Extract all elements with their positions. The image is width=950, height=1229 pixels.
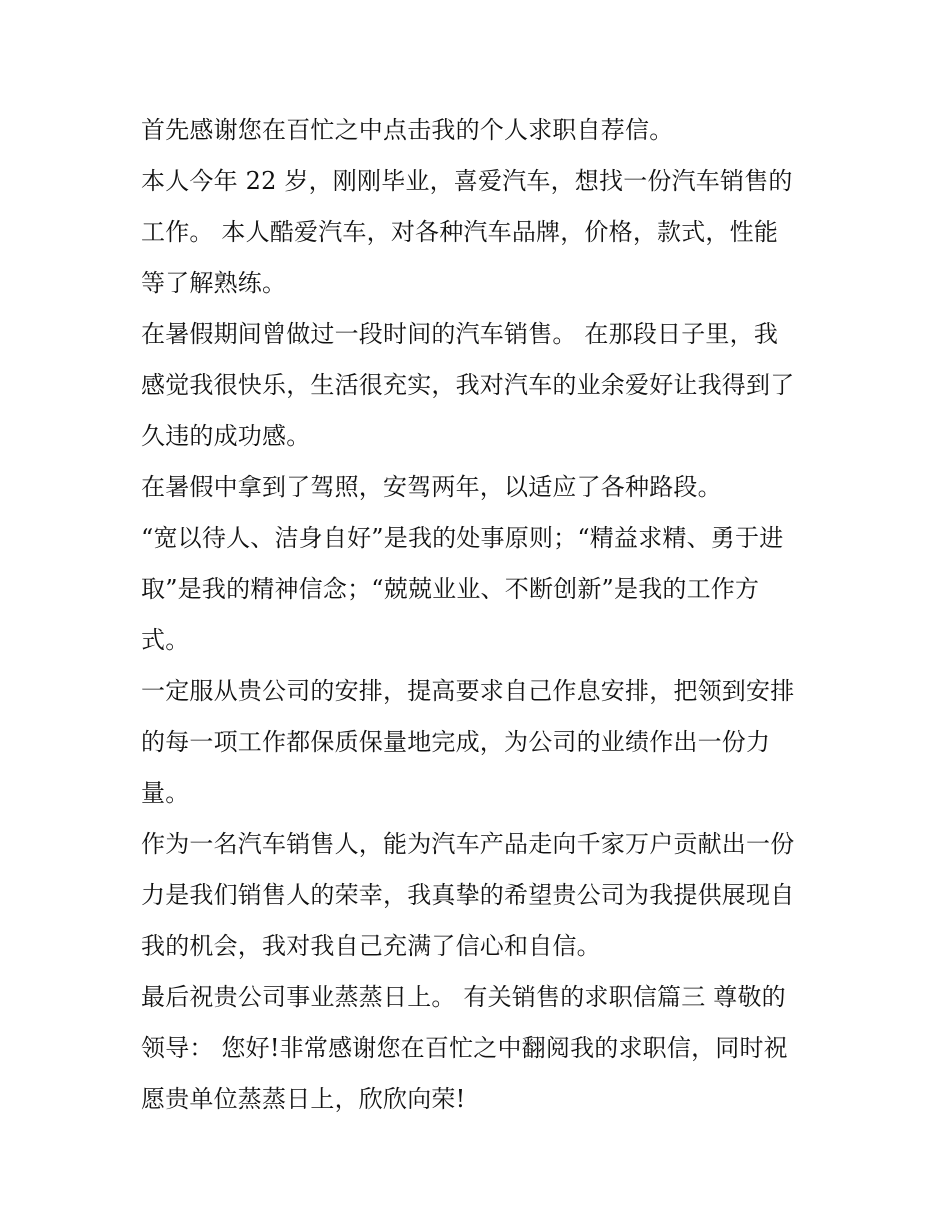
text-line: 取”是我的精神信念；“兢兢业业、不断创新”是我的工作方 [141,575,760,603]
text-line: 感觉我很快乐，生活很充实，我对汽车的业余爱好让我得到了 [141,371,795,399]
text-line: 工作。 本人酷爱汽车，对各种汽车品牌，价格，款式，性能 [141,218,779,246]
text-line: 作为一名汽车销售人，能为汽车产品走向千家万户贡献出一份 [141,830,795,858]
text-line: 最后祝贵公司事业蒸蒸日上。 有关销售的求职信篇三 尊敬的 [141,983,786,1011]
text-line: 久违的成功感。 [141,422,311,450]
text-line: 领导： 您好!非常感谢您在百忙之中翻阅我的求职信，同时祝 [141,1034,788,1062]
text-line: 在暑假中拿到了驾照，安驾两年，以适应了各种路段。 [141,473,722,501]
text-line: 力是我们销售人的荣幸，我真挚的希望贵公司为我提供展现自 [141,881,795,909]
document-body [141,108,831,1128]
text-line: 式。 [141,626,190,654]
text-line: 愿贵单位蒸蒸日上，欣欣向荣! [141,1085,466,1113]
text-line: 本人今年 22 岁，刚刚毕业，喜爱汽车，想找一份汽车销售的 [141,167,793,195]
text-line: “宽以待人、洁身自好”是我的处事原则；“精益求精、勇于进 [141,524,784,552]
text-line: 我的机会，我对我自己充满了信心和自信。 [141,932,601,960]
text-line: 在暑假期间曾做过一段时间的汽车销售。 在那段日子里，我 [141,320,779,348]
text-line: 量。 [141,779,190,807]
text-line: 首先感谢您在百忙之中点击我的个人求职自荐信。 [141,116,674,144]
text-line: 的每一项工作都保质保量地完成，为公司的业绩作出一份力 [141,728,771,756]
text-line: 等了解熟练。 [141,269,287,297]
text-line: 一定服从贵公司的安排，提高要求自己作息安排，把领到安排 [141,677,795,705]
